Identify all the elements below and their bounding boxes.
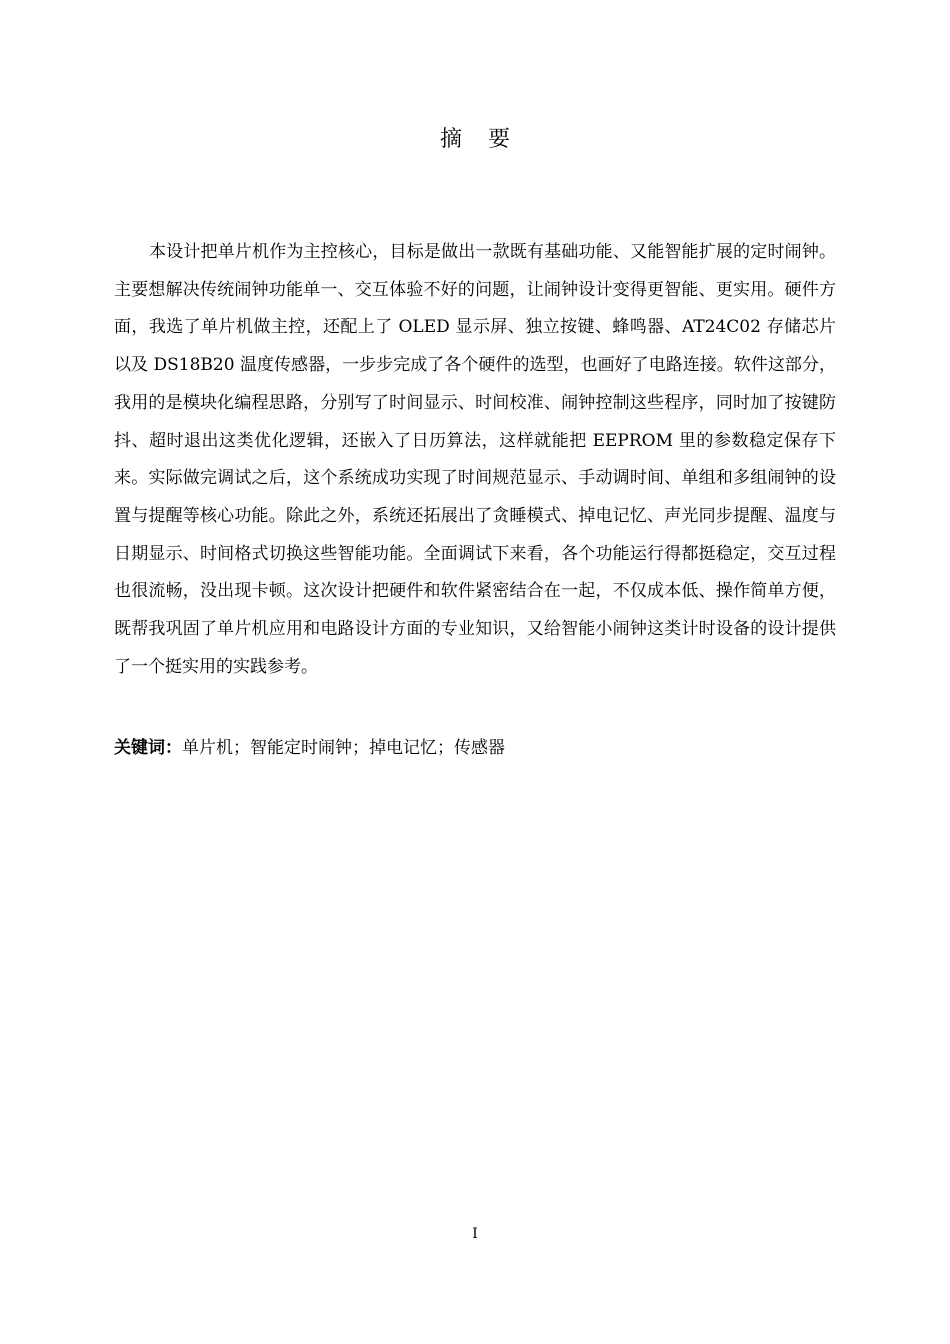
keywords-line xyxy=(114,733,836,763)
page-number: I xyxy=(472,1226,478,1242)
abstract-title: 摘要 xyxy=(439,127,536,152)
abstract-paragraph: 本设计把单片机作为主控核心，目标是做出一款既有基础功能、又能智能扩展的定时闹钟。主要想解决传统闹钟功能单一、交互体验不好的问题，让闹钟设计变得更智能、更实用。硬件方面，我选了单片机做主控，还配上了 OLED 显示屏、独立按键、蜂鸣器、AT24C02 存储芯片以及 DS18B20 温度传感器，一步步完成了各个硬件的选型，也画好了电路连接。软件这部分，我用的是模块化编程思路，分别写了时间显示、时间校准、闹钟控制这些程序，同时加了按键防抖、超时退出这类优化逻辑，还嵌入了日历算法，这样就能把 EEPROM 里的参数稳定保存下来。实际做完调试之后，这个系统成功实现了时间规范显示、手动调时间、单组和多组闹钟的设置与提醒等核心功能。除此之外，系统还拓展出了贪睡模式、掉电记忆、声光同步提醒、温度与日期显示、时间格式切换这些智能功能。全面调试下来看，各个功能运行得都挺稳定，交互过程也很流畅，没出现卡顿。这次设计把硬件和软件紧密结合在一起，不仅成本低、操作简单方便，既帮我巩固了单片机应用和电路设计方面的专业知识，又给智能小闹钟这类计时设备的设计提供了一个挺实用的实践参考。 xyxy=(114,242,836,677)
keywords-list: 单片机；智能定时闹钟；掉电记忆；传感器 xyxy=(182,738,505,758)
keywords-label: 关键词： xyxy=(114,738,182,758)
